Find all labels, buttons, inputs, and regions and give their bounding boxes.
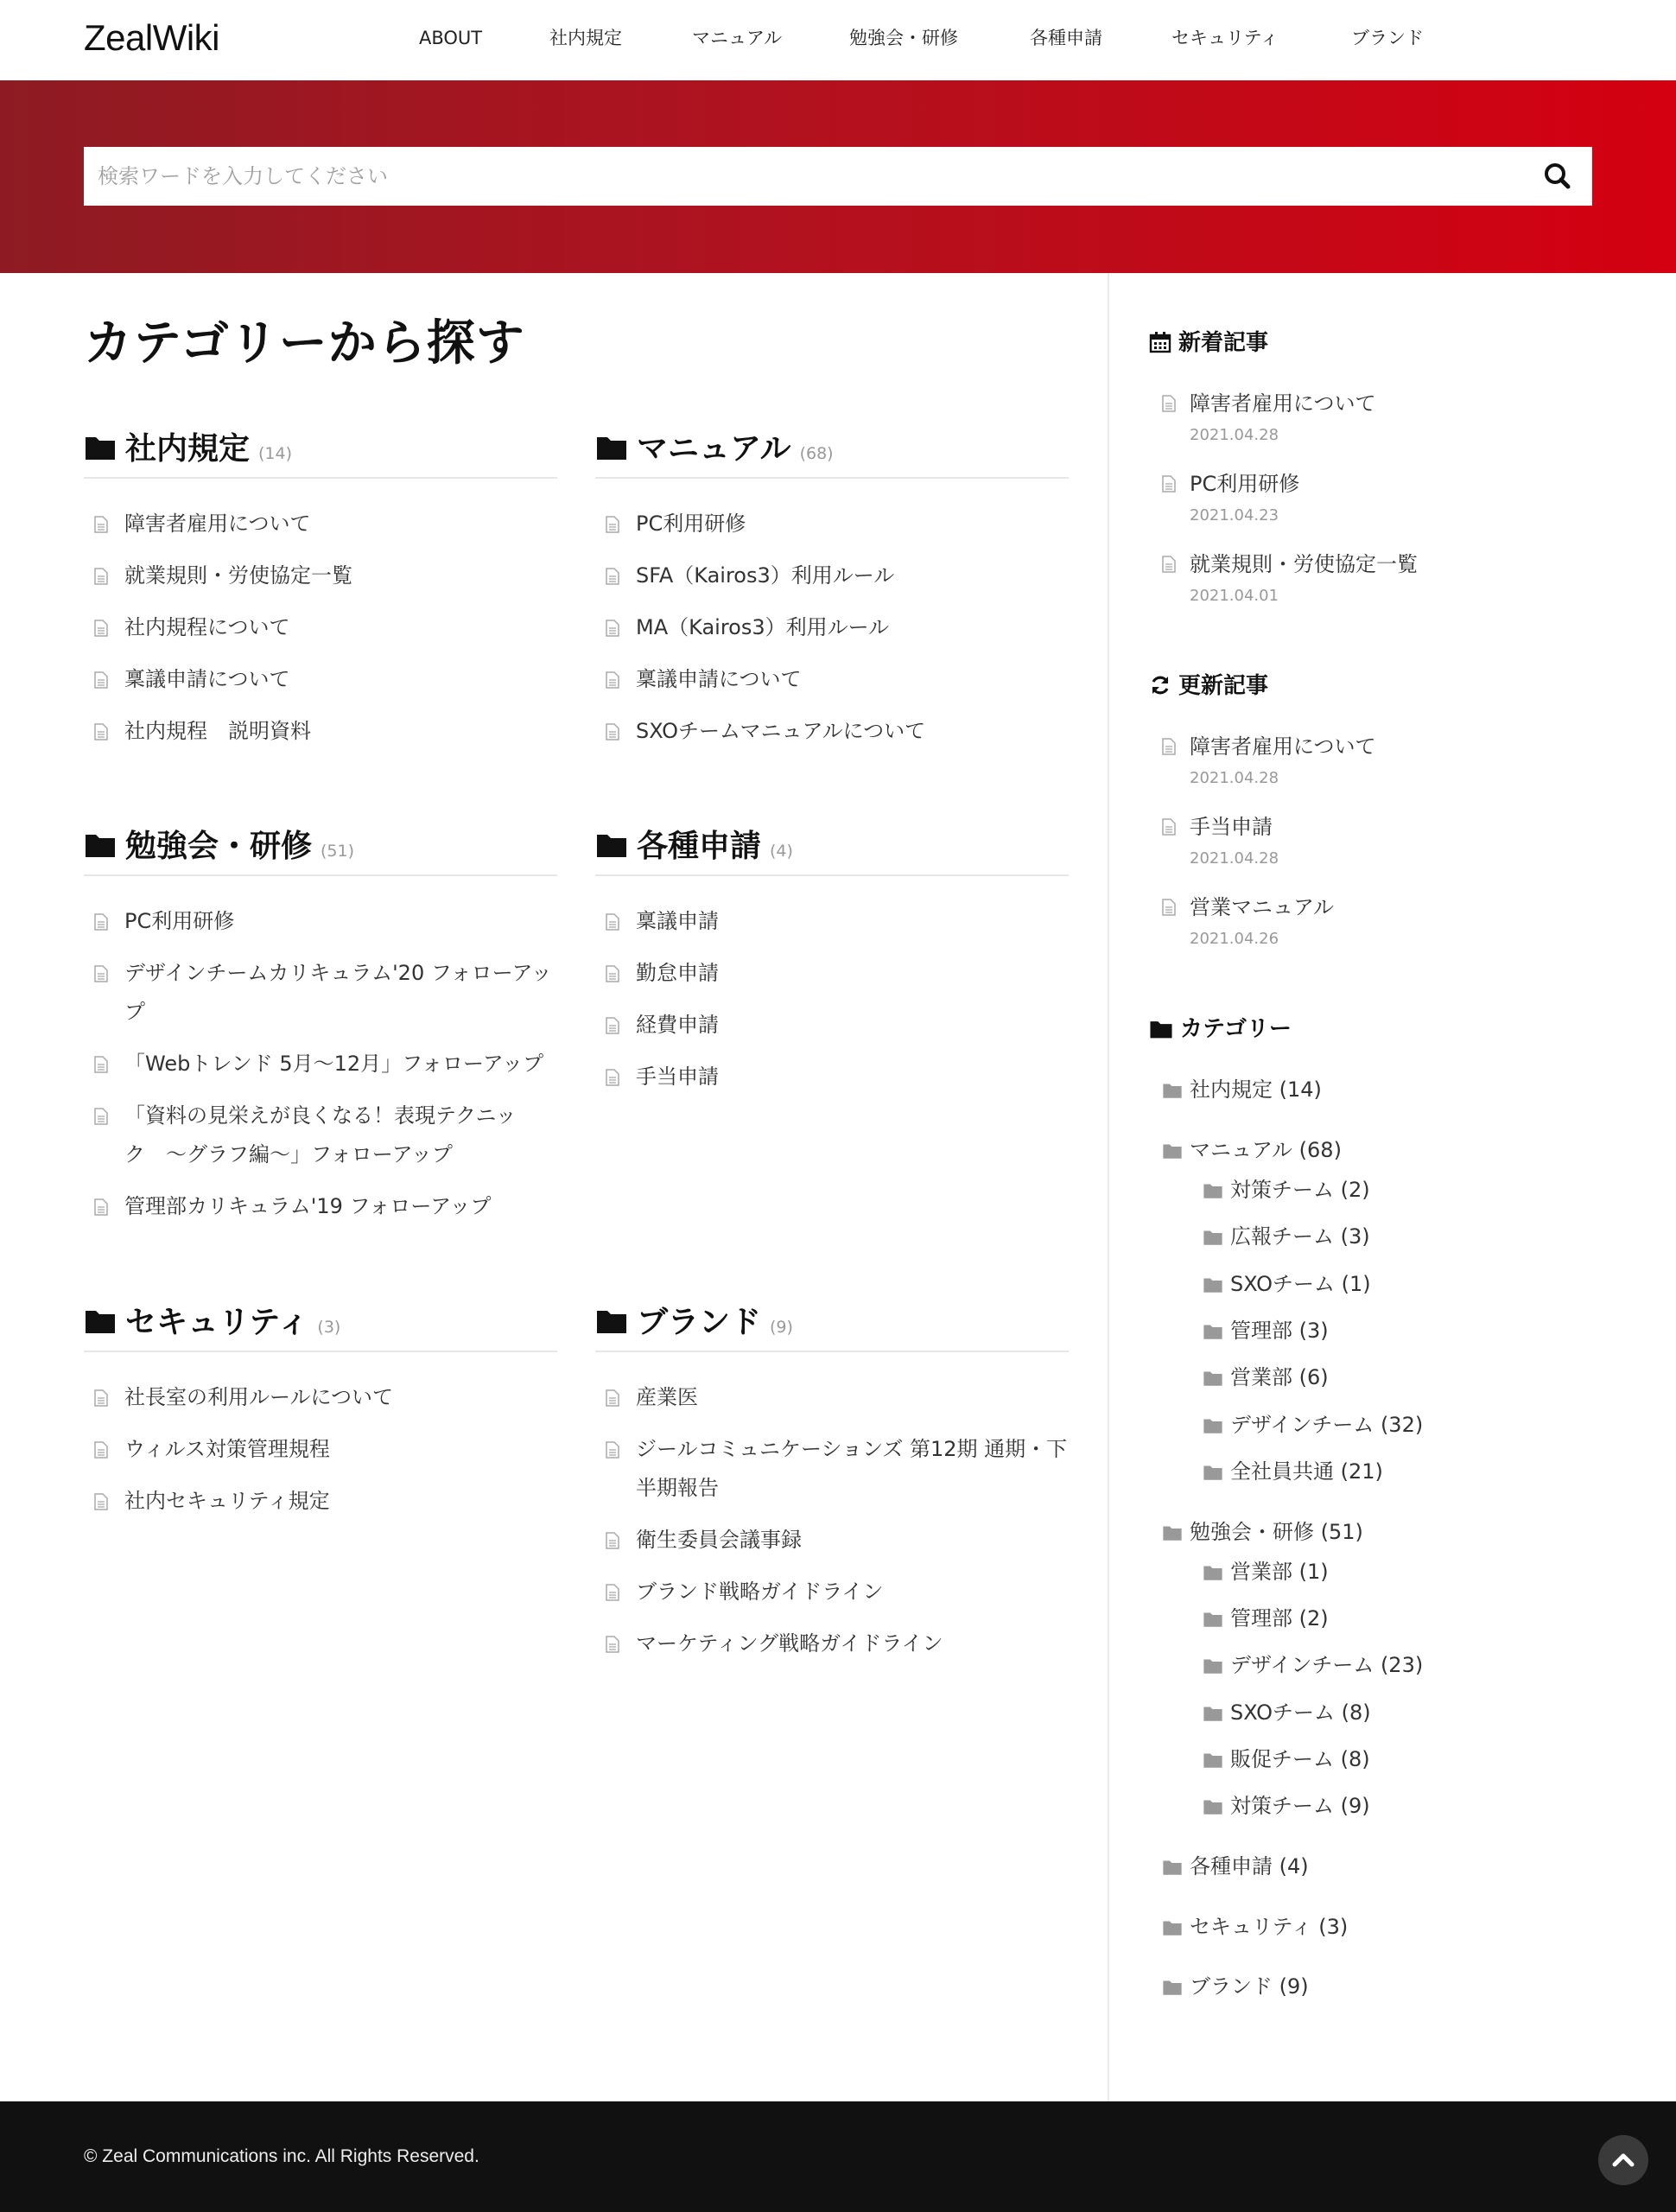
article-link[interactable] <box>84 608 557 647</box>
folder-icon <box>1203 1564 1223 1581</box>
document-icon <box>94 620 108 637</box>
category-count: (14) <box>258 444 293 463</box>
article-link[interactable] <box>84 1096 557 1174</box>
category-title: セキュリティ <box>125 1305 309 1340</box>
folder-icon <box>1162 1142 1183 1160</box>
article-link[interactable] <box>84 1378 557 1417</box>
folder-icon <box>1203 1751 1223 1769</box>
category-link[interactable] <box>637 1295 793 1355</box>
article-link[interactable] <box>595 1378 1069 1417</box>
site-logo[interactable]: ZealWiki <box>84 17 220 58</box>
category-block <box>84 1295 557 1534</box>
category-link[interactable] <box>125 422 292 481</box>
category-block <box>84 819 557 1239</box>
document-icon <box>606 620 619 637</box>
recent-article-title[interactable]: 就業規則・労使協定一覧 <box>1190 552 1418 576</box>
sidebar-divider <box>1108 273 1109 2101</box>
article-title: ジールコミュニケーションズ 第12期 通期・下半期報告 <box>636 1437 1068 1500</box>
document-icon <box>606 1069 619 1086</box>
recent-article-date: 2021.04.01 <box>1190 587 1279 605</box>
category-count: (9) <box>770 1318 793 1337</box>
document-icon <box>1162 475 1176 493</box>
category-tree-label: SXOチーム (1) <box>1230 1272 1371 1296</box>
category-tree-label: セキュリティ (3) <box>1190 1915 1349 1939</box>
article-link[interactable] <box>595 712 1069 751</box>
category-tree-label: 管理部 (2) <box>1230 1606 1329 1630</box>
updated-article-title[interactable]: 障害者雇用について <box>1190 734 1376 759</box>
article-title: SFA（Kairos3）利用ルール <box>636 563 895 588</box>
article-list <box>84 479 557 751</box>
article-link[interactable] <box>595 1006 1069 1045</box>
article-title: PC利用研修 <box>124 909 235 933</box>
article-link[interactable] <box>595 1573 1069 1611</box>
document-icon <box>94 1108 108 1125</box>
category-block <box>595 422 1069 764</box>
document-icon <box>606 723 619 741</box>
article-title: 社内セキュリティ規定 <box>124 1489 330 1513</box>
category-tree-label: 全社員共通 (21) <box>1230 1459 1383 1484</box>
article-title: 社内規程 説明資料 <box>124 719 311 743</box>
folder-icon <box>1162 1979 1183 1996</box>
document-icon <box>94 516 108 533</box>
category-heading <box>84 1295 557 1352</box>
category-tree-heading-text: カテゴリー <box>1180 1016 1292 1042</box>
article-title: MA（Kairos3）利用ルール <box>636 615 890 639</box>
folder-icon <box>1162 1524 1183 1541</box>
updated-article-title[interactable]: 営業マニュアル <box>1190 895 1335 919</box>
recent-article-title[interactable]: PC利用研修 <box>1190 472 1300 496</box>
article-title: 稟議申請について <box>636 667 802 691</box>
chevron-up-icon <box>1610 2147 1636 2173</box>
recent-article-date: 2021.04.28 <box>1190 426 1279 444</box>
article-title: 「Webトレンド 5月〜12月」フォローアップ <box>124 1052 544 1076</box>
search-icon <box>1540 159 1575 194</box>
category-tree-heading <box>1149 1014 1292 1045</box>
category-tree-label: 広報チーム (3) <box>1230 1224 1370 1249</box>
article-link[interactable] <box>84 505 557 543</box>
article-title: 稟議申請について <box>124 667 290 691</box>
category-link[interactable] <box>125 819 354 879</box>
search-form <box>84 147 1592 206</box>
site-footer <box>0 2101 1676 2212</box>
category-tree-label: 社内規定 (14) <box>1190 1077 1322 1102</box>
document-icon <box>94 1441 108 1459</box>
updated-heading-text: 更新記事 <box>1178 673 1269 699</box>
article-link[interactable] <box>595 954 1069 993</box>
folder-icon <box>1203 1705 1223 1722</box>
document-icon <box>1162 818 1176 836</box>
article-link[interactable] <box>84 1045 557 1084</box>
folder-icon <box>1203 1611 1223 1628</box>
document-icon <box>1162 395 1176 412</box>
document-icon <box>606 1584 619 1601</box>
category-tree-label: マニュアル (68) <box>1190 1138 1342 1162</box>
article-link[interactable] <box>595 660 1069 699</box>
folder-icon <box>1203 1798 1223 1815</box>
article-title: 衛生委員会議事録 <box>636 1528 802 1552</box>
folder-icon <box>1203 1182 1223 1199</box>
article-link[interactable] <box>84 556 557 595</box>
document-icon <box>606 1532 619 1549</box>
folder-icon <box>1203 1464 1223 1481</box>
nav-item-brand[interactable]: ブランド <box>1351 28 1424 48</box>
nav-item-about[interactable]: ABOUT <box>419 28 483 48</box>
category-count: (68) <box>799 444 834 463</box>
category-tree-label: デザインチーム (23) <box>1230 1653 1424 1677</box>
article-title: 管理部カリキュラム'19 フォローアップ <box>124 1194 492 1218</box>
category-heading <box>595 1295 1069 1352</box>
article-list <box>595 479 1069 751</box>
nav-item-applications[interactable]: 各種申請 <box>1030 28 1102 48</box>
document-icon <box>94 965 108 982</box>
article-list <box>84 1352 557 1521</box>
recent-heading-text: 新着記事 <box>1178 330 1269 356</box>
nav-item-manual[interactable]: マニュアル <box>692 28 783 48</box>
article-link[interactable] <box>595 505 1069 543</box>
category-block <box>595 1295 1069 1676</box>
category-link[interactable] <box>125 1295 340 1355</box>
article-link[interactable] <box>595 1430 1069 1508</box>
folder-icon <box>84 434 117 461</box>
document-icon <box>94 1056 108 1073</box>
search-input[interactable] <box>84 147 1518 206</box>
category-tree-label: 対策チーム (9) <box>1230 1794 1370 1818</box>
article-title: 手当申請 <box>636 1065 719 1089</box>
article-title: 障害者雇用について <box>124 512 311 536</box>
article-link[interactable] <box>595 902 1069 941</box>
article-title: 社長室の利用ルールについて <box>124 1385 394 1409</box>
back-to-top-button[interactable] <box>1598 2135 1648 2185</box>
updated-article-date: 2021.04.28 <box>1190 849 1279 868</box>
document-icon <box>606 965 619 982</box>
document-icon <box>606 913 619 931</box>
updated-articles-heading <box>1149 671 1268 702</box>
document-icon <box>1162 899 1176 916</box>
category-block <box>84 422 557 764</box>
recent-articles-heading <box>1149 327 1268 359</box>
category-heading <box>84 422 557 479</box>
article-title: ウィルス対策管理規程 <box>124 1437 330 1461</box>
search-button[interactable] <box>1540 159 1575 194</box>
folder-icon <box>1162 1919 1183 1936</box>
document-icon <box>606 1017 619 1034</box>
updated-article-date: 2021.04.26 <box>1190 930 1279 948</box>
article-title: PC利用研修 <box>636 512 746 536</box>
article-title: 産業医 <box>636 1385 698 1409</box>
document-icon <box>606 516 619 533</box>
document-icon <box>606 1636 619 1653</box>
article-link[interactable] <box>595 1624 1069 1663</box>
document-icon <box>606 1441 619 1459</box>
article-title: 就業規則・労使協定一覧 <box>124 563 352 588</box>
page-title: カテゴリーから探す <box>84 315 525 372</box>
document-icon <box>1162 556 1176 573</box>
category-tree-label: 管理部 (3) <box>1230 1319 1329 1343</box>
folder-icon <box>1203 1657 1223 1675</box>
site-header <box>0 0 1676 80</box>
article-link[interactable] <box>84 660 557 699</box>
category-tree-label: 勉強会・研修 (51) <box>1190 1520 1363 1544</box>
nav-item-training[interactable]: 勉強会・研修 <box>849 28 958 48</box>
folder-icon <box>595 1307 628 1335</box>
article-title: 稟議申請 <box>636 909 719 933</box>
article-link[interactable] <box>84 1430 557 1469</box>
folder-icon <box>1162 1082 1183 1099</box>
article-title: 経費申請 <box>636 1013 719 1037</box>
article-link[interactable] <box>84 1482 557 1521</box>
folder-icon <box>1203 1323 1223 1340</box>
category-tree-label: 対策チーム (2) <box>1230 1178 1370 1202</box>
category-heading <box>595 819 1069 876</box>
folder-icon <box>595 434 628 461</box>
article-title: デザインチームカリキュラム'20 フォローアップ <box>124 961 552 1024</box>
category-title: ブランド <box>637 1305 762 1340</box>
category-title: マニュアル <box>637 431 791 467</box>
folder-icon <box>1203 1229 1223 1246</box>
article-link[interactable] <box>595 1058 1069 1096</box>
hero-search-banner <box>0 80 1676 273</box>
article-link[interactable] <box>84 954 557 1032</box>
category-tree-label: 営業部 (6) <box>1230 1365 1329 1389</box>
category-title: 各種申請 <box>637 829 762 864</box>
nav-item-internal-rules[interactable]: 社内規定 <box>549 28 622 48</box>
document-icon <box>606 1389 619 1407</box>
category-title: 勉強会・研修 <box>125 829 313 864</box>
article-link[interactable] <box>84 1187 557 1226</box>
refresh-icon <box>1149 674 1171 696</box>
folder-icon <box>1203 1370 1223 1387</box>
folder-icon <box>84 1307 117 1335</box>
document-icon <box>94 1493 108 1510</box>
document-icon <box>606 671 619 689</box>
updated-article-date: 2021.04.28 <box>1190 769 1279 787</box>
article-list <box>595 1352 1069 1663</box>
document-icon <box>606 568 619 585</box>
category-heading <box>84 819 557 876</box>
document-icon <box>1162 738 1176 755</box>
category-tree-label: SXOチーム (8) <box>1230 1700 1371 1725</box>
document-icon <box>94 723 108 741</box>
folder-icon <box>1203 1276 1223 1294</box>
document-icon <box>94 1198 108 1216</box>
category-link[interactable] <box>637 819 793 879</box>
category-count: (4) <box>770 842 793 861</box>
category-count: (3) <box>317 1318 341 1337</box>
article-link[interactable] <box>595 556 1069 595</box>
document-icon <box>94 913 108 931</box>
copyright-text: © Zeal Communications inc. All Rights Reserved. <box>84 2146 479 2166</box>
article-link[interactable] <box>84 712 557 751</box>
article-title: ブランド戦略ガイドライン <box>636 1580 884 1604</box>
article-title: 社内規程について <box>124 615 290 639</box>
document-icon <box>94 671 108 689</box>
category-block <box>595 819 1069 1109</box>
document-icon <box>94 1389 108 1407</box>
article-link[interactable] <box>595 608 1069 647</box>
article-title: 「資料の見栄えが良くなる！表現テクニック 〜グラフ編〜」フォローアップ <box>124 1103 517 1166</box>
category-tree-label: デザインチーム (32) <box>1230 1413 1424 1437</box>
category-tree-label: 営業部 (1) <box>1230 1560 1329 1584</box>
folder-icon <box>84 831 117 859</box>
category-tree-label: 各種申請 (4) <box>1190 1854 1309 1878</box>
category-title: 社内規定 <box>125 431 251 467</box>
article-link[interactable] <box>84 902 557 941</box>
article-title: 勤怠申請 <box>636 961 719 985</box>
document-icon <box>94 568 108 585</box>
article-link[interactable] <box>595 1521 1069 1560</box>
category-count: (51) <box>321 842 355 861</box>
folder-icon <box>595 831 628 859</box>
folder-icon <box>1203 1417 1223 1434</box>
updated-article-title[interactable]: 手当申請 <box>1190 815 1273 839</box>
category-tree-label: ブランド (9) <box>1190 1974 1309 1999</box>
category-heading <box>595 422 1069 479</box>
calendar-icon <box>1149 331 1171 353</box>
article-list <box>84 876 557 1226</box>
nav-item-security[interactable]: セキュリティ <box>1171 28 1279 48</box>
folder-icon <box>1149 1019 1173 1039</box>
folder-icon <box>1162 1859 1183 1876</box>
recent-article-date: 2021.04.23 <box>1190 506 1279 524</box>
article-list <box>595 876 1069 1096</box>
recent-article-title[interactable]: 障害者雇用について <box>1190 391 1376 416</box>
article-title: マーケティング戦略ガイドライン <box>636 1631 943 1656</box>
category-tree-label: 販促チーム (8) <box>1230 1747 1370 1771</box>
article-title: SXOチームマニュアルについて <box>636 719 926 743</box>
category-link[interactable] <box>637 422 834 481</box>
